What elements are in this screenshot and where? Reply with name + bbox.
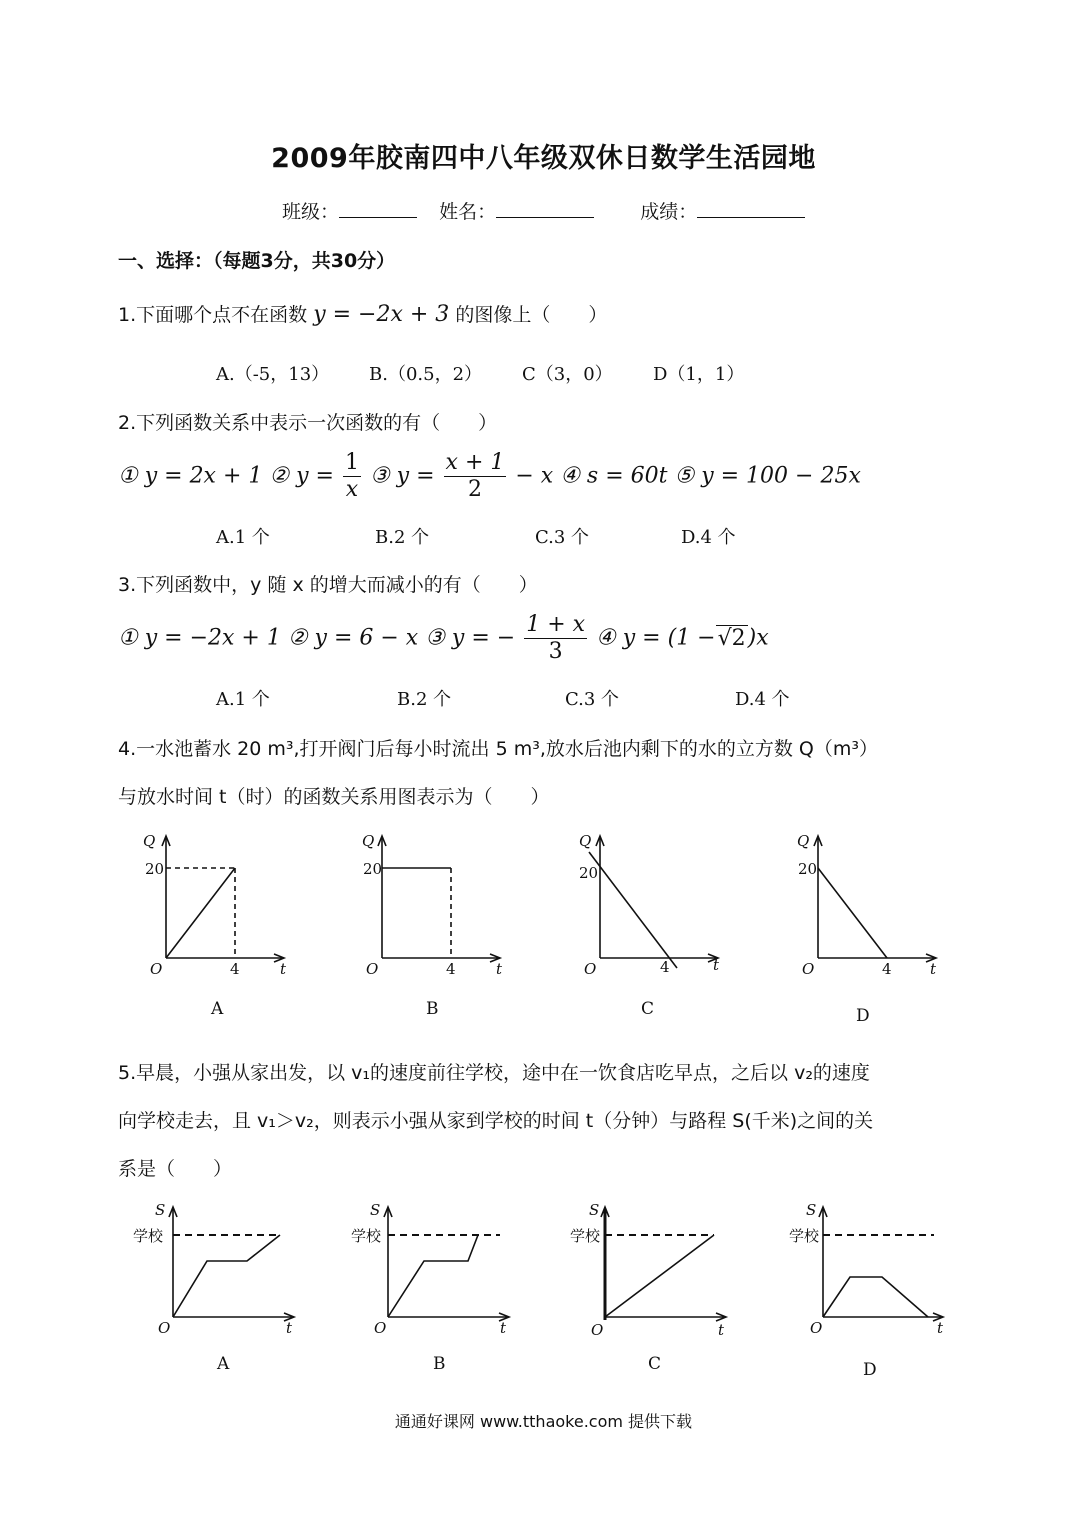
q2-option-a: A.1 个 <box>216 527 270 548</box>
q2-option-c: C.3 个 <box>535 527 590 548</box>
svg-text:学校: 学校 <box>570 1227 601 1245</box>
svg-text:Q: Q <box>797 832 810 850</box>
svg-text:Q: Q <box>579 832 592 850</box>
svg-text:t: t <box>280 960 287 978</box>
class-label: 班级： <box>282 201 340 223</box>
question-5-line-2: 向学校走去，且 v₁＞v₂，则表示小强从家到学校的时间 t（分钟）与路程 S(千米)之间的关 <box>118 1110 874 1132</box>
q3-option-a: A.1 个 <box>216 689 270 710</box>
name-blank <box>496 201 594 218</box>
svg-text:20: 20 <box>363 860 383 878</box>
q5-graphs <box>0 1195 1087 1345</box>
svg-text:20: 20 <box>145 860 165 878</box>
q4-graphs <box>0 820 1087 1030</box>
q3-fraction: $\frac{1 + x}{3}$ <box>526 612 586 664</box>
q3-option-d: D.4 个 <box>735 689 790 710</box>
svg-text:O: O <box>584 960 597 978</box>
svg-text:S: S <box>370 1201 381 1219</box>
svg-text:S: S <box>155 1201 166 1219</box>
q1-option-b: B.（0.5，2） <box>369 364 483 385</box>
q5-graph-c <box>601 1207 726 1321</box>
svg-text:学校: 学校 <box>133 1227 164 1245</box>
q4-label-c: C <box>641 999 655 1019</box>
svg-text:O: O <box>810 1319 823 1337</box>
svg-text:O: O <box>802 960 815 978</box>
svg-text:20: 20 <box>798 860 818 878</box>
q3-option-b: B.2 个 <box>397 689 452 710</box>
sqrt-2: √2 <box>717 625 746 651</box>
q2-option-b: B.2 个 <box>375 527 430 548</box>
q4-label-b: B <box>426 999 439 1019</box>
q5-label-a: A <box>217 1354 230 1374</box>
svg-text:t: t <box>718 1321 725 1339</box>
q2-fraction-2: $\frac{x + 1}{2}$ <box>445 450 505 502</box>
question-1-stem: 1.下面哪个点不在函数 y = −2x + 3 的图像上（ ） <box>118 302 608 327</box>
score-label: 成绩： <box>640 201 698 223</box>
q5-graph-d <box>819 1207 943 1321</box>
q4-label-a: A <box>211 999 224 1019</box>
svg-text:O: O <box>591 1321 604 1339</box>
svg-text:O: O <box>158 1319 171 1337</box>
svg-text:t: t <box>500 1319 507 1337</box>
q3-option-c: C.3 个 <box>565 689 620 710</box>
q1-option-a: A.（-5，13） <box>216 364 330 385</box>
q4-graph-c <box>589 836 718 968</box>
question-4-line-2: 与放水时间 t（时）的函数关系用图表示为（ ） <box>118 786 550 808</box>
q5-label-d: D <box>863 1360 877 1380</box>
footer-credit: 通通好课网 www.tthaoke.com 提供下载 <box>394 1412 693 1431</box>
svg-text:学校: 学校 <box>351 1227 382 1245</box>
q3-functions: ① y = −2x + 1 ② y = 6 − x ③ y = − $\frac{1 + x}{3}$ ④ y = (1 −√2)x <box>118 612 769 664</box>
question-5-line-1: 5.早晨，小强从家出发，以 v₁的速度前往学校，途中在一饮食店吃早点，之后以 v₂的速度 <box>118 1062 870 1084</box>
svg-text:t: t <box>496 960 503 978</box>
svg-text:S: S <box>806 1201 817 1219</box>
svg-text:4: 4 <box>882 960 892 978</box>
q5-label-b: B <box>433 1354 446 1374</box>
svg-text:S: S <box>589 1201 600 1219</box>
q1-option-d: D（1，1） <box>653 364 745 385</box>
q1-option-c: C（3，0） <box>522 364 613 385</box>
svg-text:t: t <box>930 960 937 978</box>
question-5-line-3: 系是（ ） <box>118 1158 233 1180</box>
svg-text:O: O <box>366 960 379 978</box>
svg-text:t: t <box>937 1319 944 1337</box>
svg-text:O: O <box>150 960 163 978</box>
svg-text:Q: Q <box>143 832 156 850</box>
section-heading: 一、选择：（每题3分，共30分） <box>118 250 396 272</box>
svg-text:Q: Q <box>362 832 375 850</box>
svg-text:4: 4 <box>230 960 240 978</box>
q4-graph-a <box>162 836 284 962</box>
svg-text:t: t <box>713 956 720 974</box>
q4-graph-d <box>814 836 936 962</box>
q5-graph-a <box>169 1207 294 1321</box>
svg-text:t: t <box>286 1319 293 1337</box>
q2-fraction-1: $\frac{1}{x}$ <box>344 450 359 502</box>
q5-graph-b <box>384 1207 509 1321</box>
q4-graph-b <box>378 836 500 962</box>
student-info-fields <box>282 197 805 224</box>
svg-text:20: 20 <box>579 864 599 882</box>
svg-text:学校: 学校 <box>789 1227 820 1245</box>
name-label: 姓名： <box>439 201 497 223</box>
q5-label-c: C <box>648 1354 662 1374</box>
class-blank <box>339 201 417 218</box>
question-4-line-1: 4.一水池蓄水 20 m³,打开阀门后每小时流出 5 m³,放水后池内剩下的水的立方数 Q（m³） <box>118 738 879 760</box>
q1-formula: y = −2x + 3 <box>313 302 450 327</box>
question-2-stem: 2.下列函数关系中表示一次函数的有（ ） <box>118 412 498 434</box>
q4-label-d: D <box>856 1006 870 1026</box>
q2-functions: ① y = 2x + 1 ② y = $\frac{1}{x}$ ③ y = $\frac{x + 1}{2}$ − x ④ s = 60t ⑤ y = 100 − 25x <box>118 450 861 502</box>
score-blank <box>697 201 805 218</box>
svg-text:4: 4 <box>660 958 670 976</box>
page-title: 2009年胶南四中八年级双休日数学生活园地 <box>271 143 816 174</box>
svg-text:O: O <box>374 1319 387 1337</box>
question-3-stem: 3.下列函数中，y 随 x 的增大而减小的有（ ） <box>118 574 538 596</box>
q2-option-d: D.4 个 <box>681 527 736 548</box>
svg-text:4: 4 <box>446 960 456 978</box>
